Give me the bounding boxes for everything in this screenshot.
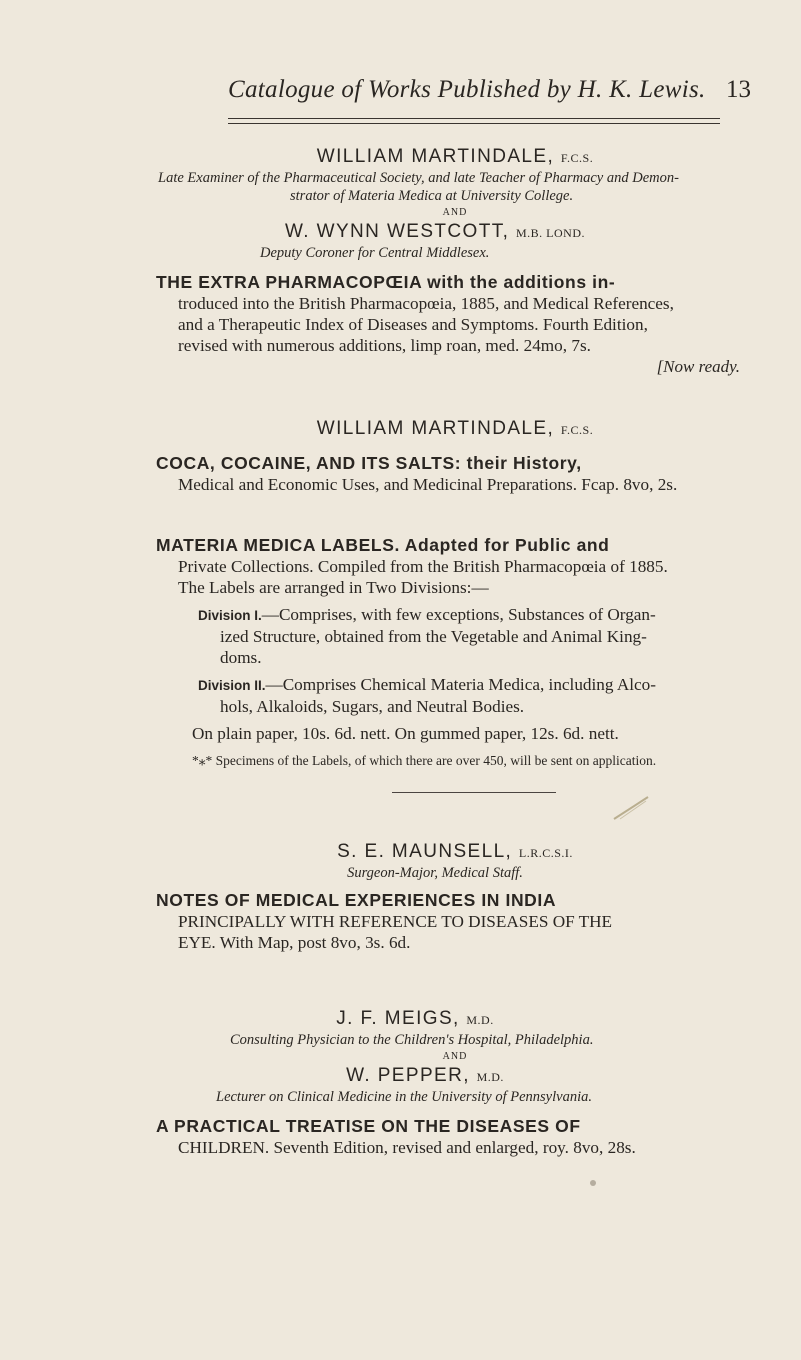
author-name: WILLIAM MARTINDALE, F.C.S.: [316, 146, 594, 167]
book-title: MATERIA MEDICA LABELS. Adapted for Public and: [156, 535, 610, 555]
header-rule: [228, 118, 720, 119]
entry-extra-pharmacopoeia: [156, 146, 740, 377]
page-number: 13: [726, 76, 751, 103]
author-name: J. F. MEIGS, M.D.: [336, 1008, 494, 1029]
page-header: [0, 76, 801, 116]
section-divider: [392, 792, 556, 793]
and-separator: AND: [442, 1051, 468, 1062]
book-description: Medical and Economic Uses, and Medicinal Preparations. Fcap. 8vo, 2s.: [178, 475, 678, 494]
book-description: troduced into the British Pharmacopœia, 1885, and Medical References, and a Therapeutic Index of Diseases and Symptoms. Fourth Edition, revised with numerous additions, limp roan, med. 24mo, 7s.: [178, 294, 674, 355]
ink-mark-icon: [612, 795, 652, 821]
and-separator: AND: [442, 207, 468, 218]
book-title: COCA, COCAINE, AND ITS SALTS: their History,: [156, 453, 582, 473]
author-name: W. PEPPER, M.D.: [346, 1065, 504, 1086]
author-description: Surgeon-Major, Medical Staff.: [347, 865, 523, 881]
running-title: Catalogue of Works Published by H. K. Lewis.: [228, 76, 706, 103]
book-description: Private Collections. Compiled from the British Pharmacopœia of 1885. The Labels are arranged in Two Divisions:—: [178, 557, 668, 597]
author-name: W. WYNN WESTCOTT, M.B. LOND.: [284, 221, 586, 242]
availability-status: [Now ready.: [656, 357, 740, 376]
entry-materia-medica-labels: [156, 535, 740, 770]
author-description: Deputy Coroner for Central Middlesex.: [260, 245, 490, 261]
author-description: Lecturer on Clinical Medicine in the University of Pennsylvania.: [216, 1089, 592, 1105]
division-two: Division II.—Comprises Chemical Materia Medica, including Alco- hols, Alkaloids, Sugars, and Neutral Bodies.: [198, 675, 656, 716]
entry-coca-cocaine: [156, 418, 740, 495]
book-title: A PRACTICAL TREATISE ON THE DISEASES OF: [156, 1116, 581, 1136]
author-description: Consulting Physician to the Children's Hospital, Philadelphia.: [230, 1032, 594, 1048]
author-description: Late Examiner of the Pharmaceutical Society, and late Teacher of Pharmacy and Demon-: [158, 170, 679, 186]
header-rule-double: [228, 123, 720, 124]
book-description: PRINCIPALLY WITH REFERENCE TO DISEASES OF THE EYE. With Map, post 8vo, 3s. 6d.: [178, 912, 613, 952]
author-name: S. E. MAUNSELL, L.R.C.S.I.: [337, 841, 573, 862]
book-description: CHILDREN. Seventh Edition, revised and enlarged, roy. 8vo, 28s.: [178, 1138, 636, 1157]
entry-diseases-of-children: [156, 1008, 740, 1158]
specimens-note: *⁎* Specimens of the Labels, of which there are over 450, will be sent on application.: [192, 753, 657, 768]
author-name: WILLIAM MARTINDALE, F.C.S.: [316, 418, 594, 439]
entry-notes-medical-india: [156, 841, 740, 953]
paper-speck: [590, 1180, 596, 1186]
price-line: On plain paper, 10s. 6d. nett. On gummed paper, 12s. 6d. nett.: [192, 724, 619, 743]
division-one: Division I.—Comprises, with few exceptions, Substances of Organ- ized Structure, obtained from the Vegetable and Animal King- doms.: [198, 605, 656, 667]
author-description: strator of Materia Medica at University College.: [290, 188, 574, 204]
book-title: THE EXTRA PHARMACOPŒIA with the additions in-: [156, 272, 616, 292]
book-title: NOTES OF MEDICAL EXPERIENCES IN INDIA: [156, 890, 557, 910]
